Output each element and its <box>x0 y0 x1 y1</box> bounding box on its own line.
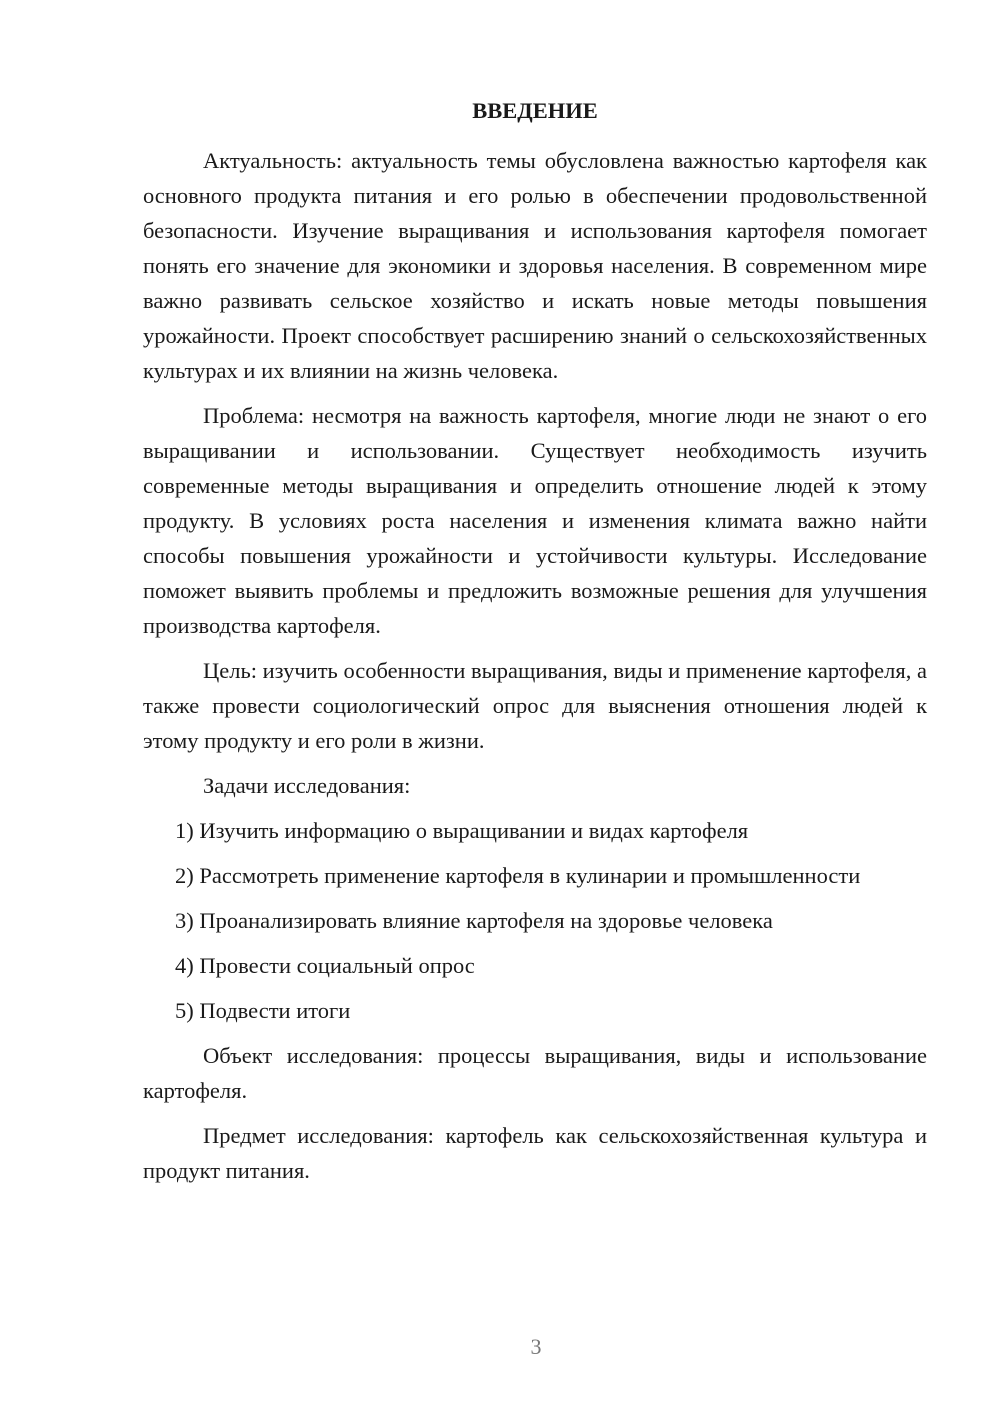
task-item: 3) Проанализировать влияние картофеля на здоровье человека <box>175 908 773 933</box>
research-object-paragraph: Объект исследования: процессы выращивания, виды и использование картофеля. <box>143 1043 927 1103</box>
task-item: 4) Провести социальный опрос <box>175 953 475 978</box>
goal-paragraph: Цель: изучить особенности выращивания, виды и применение картофеля, а также провести социологический опрос для выяснения отношения людей к этому продукту и его роли в жизни. <box>143 658 927 753</box>
research-subject-paragraph: Предмет исследования: картофель как сельскохозяйственная культура и продукт питания. <box>143 1123 927 1183</box>
tasks-heading: Задачи исследования: <box>203 773 411 798</box>
problem-paragraph: Проблема: несмотря на важность картофеля, многие люди не знают о его выращивании и использовании. Существует необходимость изучить современные методы выращивания и определить отношение людей к этому продукту. В условиях роста населения и изменения климата важно найти способы повышения урожайности и устойчивости культуры. Исследование поможет выявить проблемы и предложить возможные решения для улучшения производства картофеля. <box>143 403 927 638</box>
section-title: ВВЕДЕНИЕ <box>472 98 598 123</box>
task-item: 2) Рассмотреть применение картофеля в кулинарии и промышленности <box>175 863 861 888</box>
relevance-paragraph: Актуальность: актуальность темы обусловлена важностью картофеля как основного продукта питания и его ролью в обеспечении продовольственной безопасности. Изучение выращивания и использования картофеля помогает понять его значение для экономики и здоровья населения. В современном мире важно развивать сельское хозяйство и искать новые методы повышения урожайности. Проект способствует расширению знаний о сельскохозяйственных культурах и их влиянии на жизнь человека. <box>143 148 927 383</box>
task-item: 5) Подвести итоги <box>175 998 351 1023</box>
document-page <box>143 96 927 1198</box>
task-item: 1) Изучить информацию о выращивании и видах картофеля <box>175 818 749 843</box>
page-number: 3 <box>530 1334 542 1359</box>
tasks-list <box>143 813 927 1028</box>
